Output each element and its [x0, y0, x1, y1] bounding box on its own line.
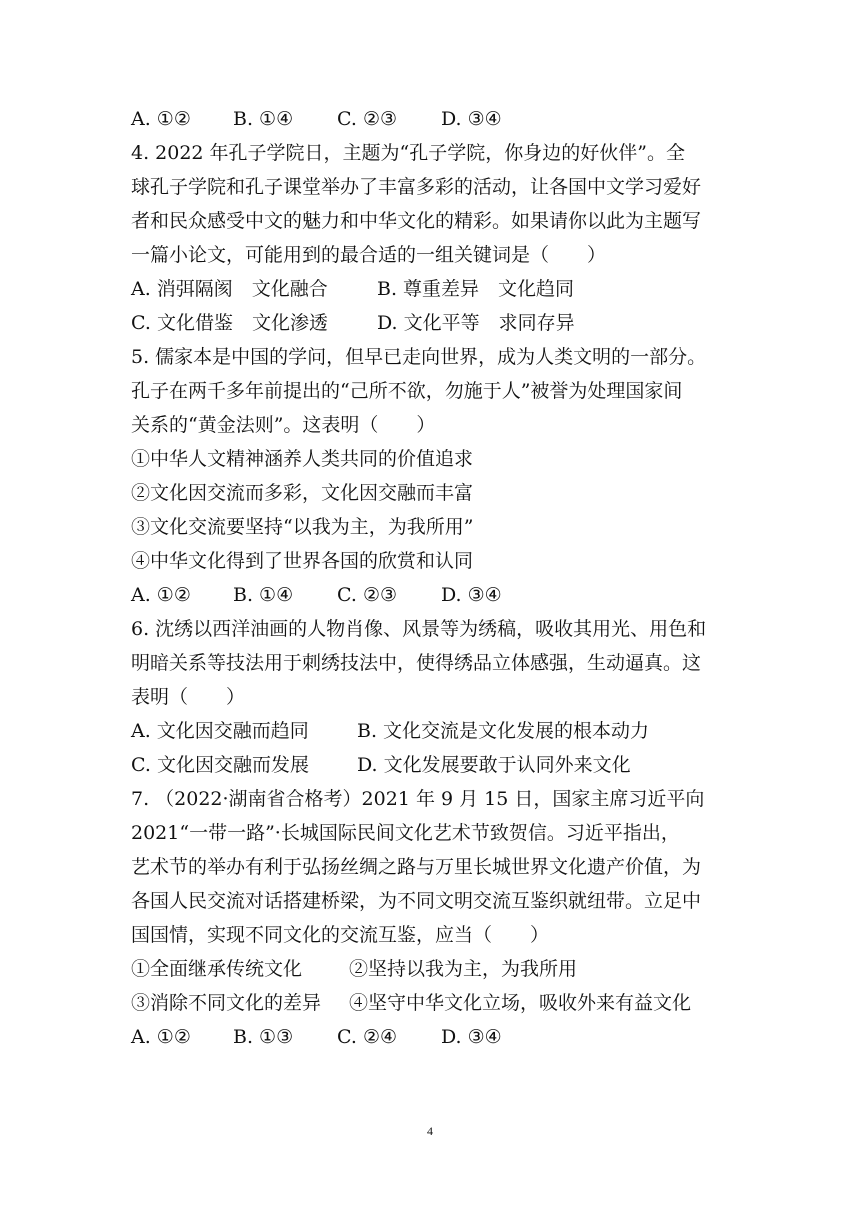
q7-statements-row	[131, 986, 731, 1020]
q5-stem-line: 关系的“黄金法则”。这表明（ ）	[131, 414, 436, 436]
q7-stem-line: 艺术节的举办有利于弘扬丝绸之路与万里长城世界文化遗产价值，为	[131, 856, 702, 878]
option-b: B. ①④	[233, 108, 294, 130]
option-d: D. ③④	[441, 584, 502, 606]
q5-statement: ②文化因交流而多彩，文化因交融而丰富	[131, 482, 474, 504]
option-b: B. 文化交流是文化发展的根本动力	[357, 720, 650, 742]
q4-stem-line: 一篇小论文，可能用到的最合适的一组关键词是（ ）	[131, 244, 607, 266]
option-c: C. 文化借鉴 文化渗透	[131, 312, 328, 334]
page-number: 4	[427, 1124, 433, 1138]
option-a: A. ①②	[131, 1026, 191, 1048]
option-a: A. ①②	[131, 584, 191, 606]
q5-stem-line: 孔子在两千多年前提出的“己所不欲，勿施于人”被誉为处理国家间	[131, 380, 683, 402]
q7-stem-line: 各国人民交流对话搭建桥梁，为不同文明交流互鉴织就纽带。立足中	[131, 890, 702, 912]
q4-options-row	[131, 306, 731, 340]
q7-statement: ②坚持以我为主，为我所用	[349, 958, 578, 980]
q4-stem-line: 者和民众感受中文的魅力和中华文化的精彩。如果请你以此为主题写	[131, 210, 702, 232]
option-b: B. ①④	[233, 584, 294, 606]
q7-stem-line: 2021“一带一路”·长城国际民间文化艺术节致贺信。习近平指出，	[131, 822, 680, 844]
q7-stem-line: 7. （2022·湖南省合格考）2021 年 9 月 15 日，国家主席习近平向	[131, 788, 705, 810]
q3-options	[131, 102, 731, 136]
q5-statement: ①中华人文精神涵养人类共同的价值追求	[131, 448, 474, 470]
option-a: A. 文化因交融而趋同	[131, 720, 309, 742]
option-d: D. 文化发展要敢于认同外来文化	[357, 754, 631, 776]
q6-stem-line: 6. 沈绣以西洋油画的人物肖像、风景等为绣稿，吸收其用光、用色和	[131, 618, 707, 640]
q6-options-row	[131, 748, 731, 782]
q7-statement: ④坚守中华文化立场，吸收外来有益文化	[349, 992, 692, 1014]
option-c: C. ②④	[337, 1026, 398, 1048]
option-d: D. ③④	[441, 1026, 502, 1048]
option-a: A. ①②	[131, 108, 191, 130]
q7-statements-row	[131, 952, 731, 986]
q4-stem-line: 球孔子学院和孔子课堂举办了丰富多彩的活动，让各国中文学习爱好	[131, 176, 702, 198]
option-b: B. ①③	[233, 1026, 294, 1048]
q4-stem-line: 4. 2022 年孔子学院日，主题为“孔子学院，你身边的好伙伴”。全	[131, 142, 685, 164]
q6-stem-line: 表明（ ）	[131, 686, 246, 708]
q6-stem-line: 明暗关系等技法用于刺绣技法中，使得绣品立体感强，生动逼真。这	[131, 652, 702, 674]
q5-stem-line: 5. 儒家本是中国的学问，但早已走向世界，成为人类文明的一部分。	[131, 346, 707, 368]
option-a: A. 消弭隔阂 文化融合	[131, 278, 328, 300]
page-content	[131, 102, 731, 1054]
option-d: D. 文化平等 求同存异	[377, 312, 575, 334]
q7-options	[131, 1020, 731, 1054]
option-c: C. ②③	[337, 584, 398, 606]
option-d: D. ③④	[441, 108, 502, 130]
option-c: C. ②③	[337, 108, 398, 130]
option-c: C. 文化因交融而发展	[131, 754, 309, 776]
q7-statement: ①全面继承传统文化	[131, 958, 303, 980]
q4-options-row	[131, 272, 731, 306]
q5-statement: ④中华文化得到了世界各国的欣赏和认同	[131, 550, 474, 572]
q7-statement: ③消除不同文化的差异	[131, 992, 322, 1014]
option-b: B. 尊重差异 文化趋同	[377, 278, 575, 300]
q5-options	[131, 578, 731, 612]
q6-options-row	[131, 714, 731, 748]
q5-statement: ③文化交流要坚持“以我为主，为我所用”	[131, 516, 474, 538]
q7-stem-line: 国国情，实现不同文化的交流互鉴，应当（ ）	[131, 924, 550, 946]
